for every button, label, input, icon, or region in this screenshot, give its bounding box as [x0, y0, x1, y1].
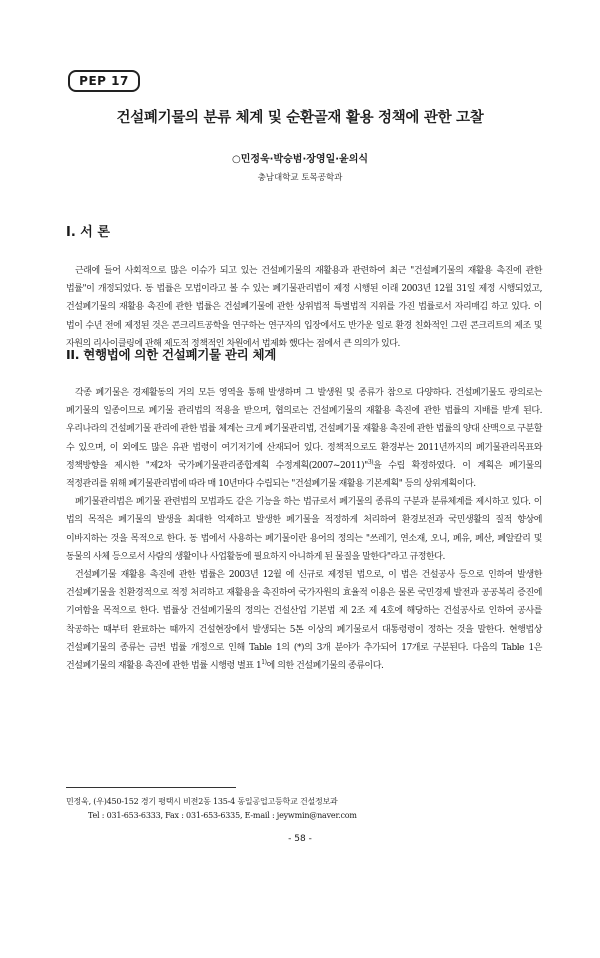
paragraph [66, 566, 542, 675]
paragraph [66, 384, 542, 493]
author-list: ○민정욱·박승범·장영일·윤의식 [231, 154, 369, 165]
intro-section-body [66, 262, 542, 353]
paragraph: 폐기물관리법은 폐기물 관련법의 모법과도 같은 기능을 하는 법규로서 폐기물의 종류의 구분과 분류체계를 제시하고 있다. 이 법의 목적은 폐기물의 발생을 최대한 억제하고 발생한 폐기물을 적정하게 처리하여 환경보전과 국민생활의 질적 향상에 이바지하는 것을 목적으로 한다. 동 법에서 사용하는 폐기물이란 용어의 정의는 "쓰레기, 연소재, 오니, 폐유, 폐산, 폐알칼리 및 동물의 사체 등으로서 사람의 생활이나 사업활동에 필요하지 아니하게 된 물질을 말한다"라고 규정한다. [66, 497, 542, 562]
law-section-body [66, 384, 542, 675]
paragraph-text: 건설폐기물 재활용 촉진에 관한 법률은 2003년 12월 에 신규로 제정된 법으로, 이 법은 건설공사 등으로 인하여 발생한 건설폐기물을 친환경적으로 적정 처리하고 재활용을 촉진하여 국가자원의 효율적 이용은 물론 국민경제 발전과 공공복리 증진에 기여함을 목적으로 한다. 법률상 건설폐기물의 정의는 건설산업 기본법 제 2조 제 4호에 해당하는 건설공사로 인하여 공사를 착공하는 때부터 완료하는 때까지 건설현장에서 발생되는 5톤 이상의 폐기물로서 대통령령이 정하는 것을 말한다. 현행법상 건설폐기물의 종류는 금번 법률 개정으로 인해 Table 1의 (*)의 3개 분야가 추가되어 17개로 구분된다. 다음의 Table 1은 건설폐기물의 재활용 촉진에 관한 법률 시행령 별표 1 [66, 570, 542, 672]
footnote-divider [66, 787, 236, 788]
citation-superscript: 1) [261, 659, 267, 667]
paper-title: 건설폐기물의 분류 체계 및 순환골재 활용 정책에 관한 고찰 [116, 110, 484, 126]
footnote-contact: Tel : 031-653-6333, Fax : 031-653-6335, E-mail : jeywmin@naver.com [88, 811, 357, 820]
paragraph: 근래에 들어 사회적으로 많은 이슈가 되고 있는 건설폐기물의 재활용과 관련하여 최근 "건설폐기물의 재활용 촉진에 관한 법률"이 개정되었다. 동 법률은 모법이라고 볼 수 있는 폐기물관리법이 제정 시행된 이래 2003년 12월 31일 제정 시행되었고, 건설폐기물의 재활용 촉진에 관한 법률은 건설폐기물에 관한 상위법적 특별법적 지위를 가진 법률로서 자리매김 하고 있다. 이 법이 수년 전에 제정된 것은 콘크리트공학을 연구하는 연구자의 입장에서도 반가운 일로 환경 친화적인 그린 콘크리트의 제조 및 자원의 리사이클링에 관해 제도적 정책적인 차원에서 법제화 했다는 점에서 큰 의의가 있다. [66, 266, 542, 349]
paragraph-text: 각종 폐기물은 경제활동의 거의 모든 영역을 통해 발생하며 그 발생원 및 종류가 참으로 다양하다. 건설폐기물도 광의로는 폐기물의 일종이므로 폐기물 관리법의 적용을 받으며, 협의로는 건설폐기물의 재활용 촉진에 관한 법률의 지배를 받게 된다. 우리나라의 건설폐기물 관리에 관한 법률 체계는 크게 폐기물관리법, 건설폐기물 재활용 촉진에 관한 법률의 양대 산맥으로 구분할 수 있으며, 이 외에도 많은 유관 법령이 여기저기에 산재되어 있다. 정책적으로도 환경부는 2011년까지의 폐기물관리목표와 정책방향을 제시한 "제2차 국가폐기물관리종합계획 수정계획(2007~2011)" [66, 388, 542, 471]
affiliation: 충남대학교 토목공학과 [257, 173, 343, 183]
footnote-address: 민정욱, (우)450-152 경기 평택시 비전2동 135-4 동일공업고등학교 건설정보과 [66, 797, 338, 806]
paragraph-text: 을 수립 확정하였다. 이 계획은 폐기물의 적정관리를 위해 폐기물관리법에 따라 매 10년마다 수립되는 "건설폐기물 재활용 기본계획" 등의 상위계획이다. [66, 460, 542, 490]
section-heading-law: II. 현행법에 의한 건설폐기물 관리 체계 [66, 347, 277, 362]
session-badge: PEP 17 [68, 70, 140, 92]
footnote [66, 795, 546, 823]
citation-superscript: 3) [367, 458, 374, 466]
paragraph-text: 에 의한 건설폐기물의 종류이다. [266, 661, 384, 672]
section-heading-intro: I. 서 론 [66, 225, 110, 240]
page-number: - 58 - [288, 834, 312, 844]
